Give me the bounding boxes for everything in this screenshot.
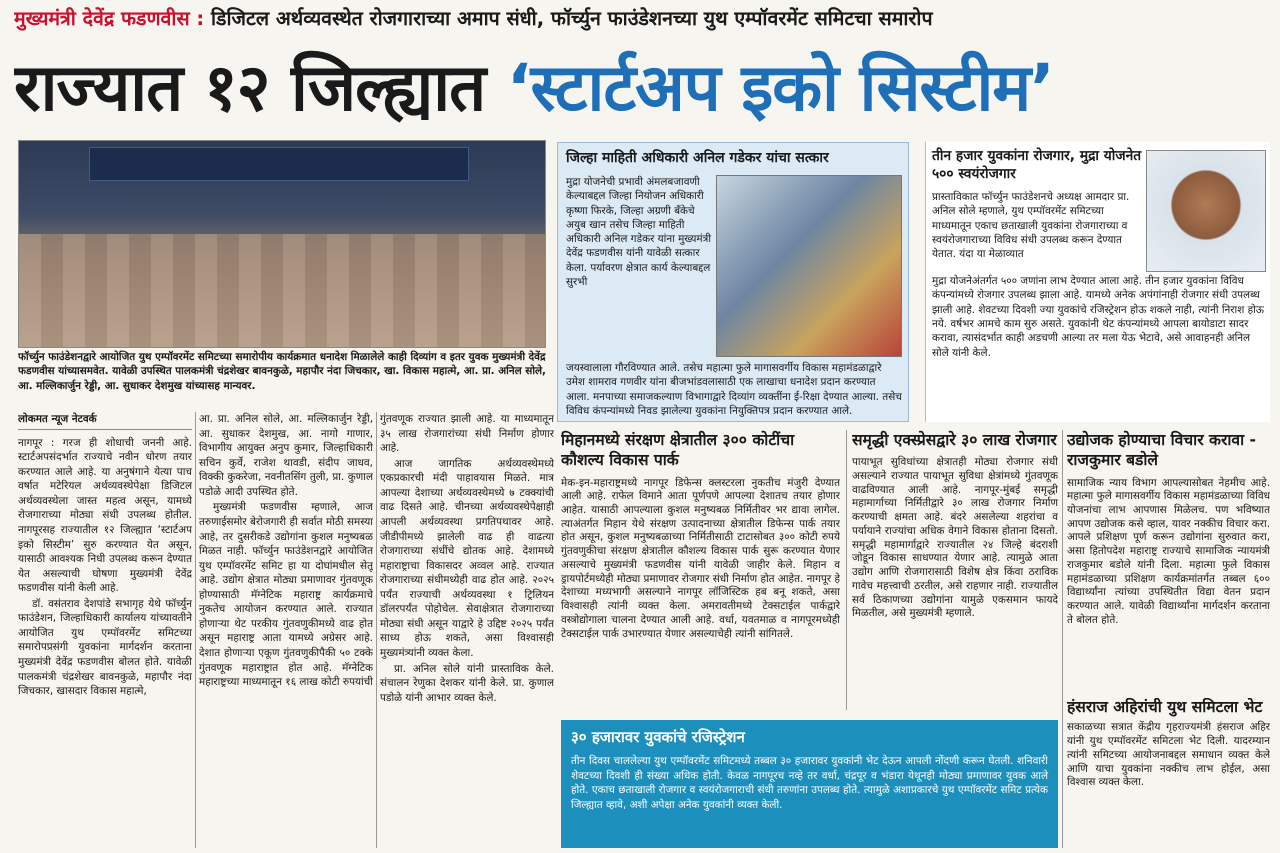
speaker-portrait bbox=[1146, 150, 1266, 272]
info-officer-text-cont: जयस्वालाला गौरविण्यात आले. तसेच महात्मा फुले मागासवर्गीय विकास महामंडळाद्वारे उमेश शामराव गणवीर यांना बीजभांडवलासाठी एक लाखाचा धनादेश प्रदान करण्यात आला. मनपाच्या समाजकल्याण विभागाद्वारे दिव्यांग व्यक्तींना ई-रिक्षा देण्यात आल्या. तसेच विविध कंपन्यांमध्ये निवड झालेल्या युवकांना नियुक्तिपत्र प्रदान करण्यात आले. bbox=[566, 362, 902, 418]
defence-park-title: मिहानमध्ये संरक्षण क्षेत्रातील ३०० कोटींचा कौशल्य विकास पार्क bbox=[561, 431, 795, 470]
youth-employment-box bbox=[925, 142, 1270, 422]
hansraj-article bbox=[1067, 698, 1270, 853]
body-column-2 bbox=[199, 412, 373, 853]
paragraph: आ. प्रा. अनिल सोले, आ. मल्लिकार्जुन रेड्डी, आ. सुधाकर देशमुख, आ. नागो गाणार, विभागीय आयुक्त अनुप कुमार, जिल्हाधिकारी सचिन कुर्वे, राजेश थावडी, संदीप जाधव, विक्की कुकरेजा, नवनीतसिंग तुली, प्रा. कुणाल पडोळे आदी उपस्थित होते. bbox=[199, 413, 373, 498]
kicker-red-prefix: मुख्यमंत्री देवेंद्र फडणवीस : bbox=[14, 7, 205, 30]
paragraph: नागपूर : गरज ही शोधाची जननी आहे. स्टार्टअपसंदर्भात राज्याचे नवीन धोरण तयार करण्यात आले आहे. या अनुषंगाने येत्या पाच वर्षात मटेरियल अर्थव्यवस्थेपेक्षा डिजिटल अर्थव्यवस्थेला जास्त महत्व असून, यामध्ये रोजगाराच्या मोठ्या संधी उपलब्ध होतील. नागपूरसह राज्यातील १२ जिल्ह्यात ‘स्टार्टअप इको सिस्टीम’ सुरु करण्यात येत असून, यासाठी आवश्यक निधी उपलब्ध करून देण्यात येत असल्याची घोषणा मुख्यमंत्री देवेंद्र फडणवीस यांनी केली आहे. bbox=[18, 436, 192, 595]
hansraj-title: हंसराज अहिरांची युथ समिटला भेट bbox=[1067, 698, 1263, 716]
expressway-article bbox=[852, 430, 1058, 718]
felicitation-photo bbox=[716, 175, 902, 357]
paragraph: मुख्यमंत्री फडणवीस म्हणाले, आज तरुणाईसमोर बेरोजगारी ही सर्वात मोठी समस्या आहे, तर दुसरीकडे उद्योगांना कुशल मनुष्यबळ मिळत नाही. फॉर्च्युन फाउंडेशनद्वारे आयोजित युथ एम्पॉवरमेंट समिट हा या दोघांमधील सेतू आहे. उद्योग क्षेत्रात मोठ्या प्रमाणावर गुंतवणूक होण्यासाठी मॅग्नेटिक महाराष्ट्र कार्यक्रमाचे नुकतेच आयोजन करण्यात आले. राज्यात होणाऱ्या थेट परकीय गुंतवणुकीमध्ये वाढ होत असून महाराष्ट्र आता यामध्ये अग्रेसर आहे. देशात होणाऱ्या एकूण गुंतवणुकीपैकी ५० टक्के गुंतवणूक महाराष्ट्रात होत आहे. मॅग्नेटिक महाराष्ट्रच्या माध्यमातून १६ लाख कोटी रुपयांची bbox=[199, 501, 373, 689]
stage-banner bbox=[89, 147, 469, 181]
info-officer-box bbox=[557, 142, 909, 422]
news-credit: लोकमत न्यूज नेटवर्क bbox=[18, 412, 192, 430]
entrepreneur-article bbox=[1067, 430, 1270, 698]
expressway-title: समृद्धी एक्स्प्रेसद्वारे ३० लाख रोजगार bbox=[852, 431, 1057, 449]
kicker-line bbox=[14, 6, 1270, 40]
body-column-3 bbox=[380, 412, 554, 853]
kicker-text: डिजिटल अर्थव्यवस्थेत रोजगाराच्या अमाप संधी, फॉर्च्युन फाउंडेशनच्या युथ एम्पॉवरमेंट समिटचा समारोप bbox=[204, 7, 933, 30]
defence-park-article bbox=[561, 430, 840, 718]
registration-title: ३० हजारावर युवकांचे रजिस्ट्रेशन bbox=[571, 728, 745, 746]
info-officer-title: जिल्हा माहिती अधिकारी अनिल गडेकर यांचा सत्कार bbox=[566, 150, 829, 166]
paragraph: डॉ. वसंतराव देशपांडे सभागृह येथे फॉर्च्युन फाउंडेशन, जिल्हाधिकारी कार्यालय यांच्यावतीने आयोजित युथ एम्पॉवरमेंट समिटच्या समारोपप्रसंगी युवकांना मार्गदर्शन करताना मुख्यमंत्री देवेंद्र फडणवीस बोलत होते. यावेळी पालकमंत्री चंद्रशेखर बावनकुळे, महापौर नंदा जिचकार, खासदार विकास महात्मे, bbox=[18, 597, 192, 698]
headline-black: राज्यात १२ जिल्ह्यात bbox=[14, 51, 507, 126]
main-headline bbox=[14, 44, 1270, 140]
paragraph: गुंतवणूक राज्यात झाली आहे. या माध्यमातून ३५ लाख रोजगारांच्या संधी निर्माण होणार आहे. bbox=[380, 413, 554, 455]
paragraph: प्रा. अनिल सोले यांनी प्रास्ताविक केले. संचालन रेणुका देशकर यांनी केले. प्रा. कुणाल पडोळे यांनी आभार व्यक्त केले. bbox=[380, 662, 554, 704]
registration-box bbox=[561, 720, 1058, 848]
defence-park-text: मेक-इन-महाराष्ट्रमध्ये नागपूर डिफेन्स क्लस्टरला नुकतीच मंजुरी देण्यात आली आहे. राफेल विमाने आता पूर्णपणे आपल्या देशातच तयार होणार आहेत. यासाठी आपल्याला कुशल मनुष्यबळ निर्मितीवर भर द्यावा लागेल. त्याअंतर्गत मिहान येथे संरक्षण उत्पादनाच्या क्षेत्रातील डिफेन्स पार्क तयार होत असून, कुशल मनुष्यबळाच्या निर्मितीसाठी टाटासोबत ३०० कोटी रुपये गुंतवणुकीचा संरक्षण क्षेत्रातील कौशल्य विकास पार्क सुरू करण्यात येणार असल्याचे मुख्यमंत्री फडणवीस यांनी यावेळी जाहीर केले. मिहान व ड्रायपोर्टमध्येही मोठ्या प्रमाणावर रोजगार संधी निर्माण होत आहेत. नागपूर हे देशाच्या मध्यभागी असल्याने नागपूर लॉजिस्टिक हब बनू शकते, असा विश्वासही त्यांनी व्यक्त केला. अमरावतीमध्ये टेक्सटाईल पार्कद्वारे वस्त्रोद्योगाला चालना देण्यात आली आहे. वर्धा, यवतमाळ व नागपूरमध्येही टेक्सटाईल पार्क उभारण्यात येणार असल्याचेही त्यांनी सांगितले. bbox=[561, 476, 840, 640]
entrepreneur-title: उद्योजक होण्याचा विचार करावा - राजकुमार बडोले bbox=[1067, 431, 1257, 470]
headline-blue: ‘स्टार्टअप इको सिस्टीम’ bbox=[506, 51, 1054, 126]
youth-employment-text-cont: मुद्रा योजनेअंतर्गत ५०० जणांना लाभ देण्यात आला आहे. तीन हजार युवकांना विविध कंपन्यांमध्ये रोजगार उपलब्ध झाला आहे. यामध्ये अनेक अपंगांनाही रोजगार संधी उपलब्ध झाली आहे. शेवटच्या दिवशी ज्या युवकांचे रजिस्ट्रेशन होऊ शकले नाही, त्यांनी निराश होऊ नये. वर्षभर आमचे काम सुरु असते. युवकांनी थेट कंपन्यांमध्ये आपला बायोडाटा सादर करावा, त्यासंदर्भात काही अडचणी आल्या तर मला येऊ भेटावे, असे आवाहनही अनिल सोले यांनी केले. bbox=[932, 275, 1264, 359]
youth-employment-text: प्रास्ताविकात फॉर्च्युन फाउंडेशनचे अध्यक्ष आमदार प्रा. अनिल सोले म्हणाले, युथ एम्पॉवरमेंट समिटच्या माध्यमातून एकाच छताखाली युवकांना रोजगाराच्या व स्वयंरोजगाराच्या विविध संधी उपलब्ध करून देण्यात येतात. यंदा या मेळाव्यात bbox=[932, 191, 1130, 260]
column-rule bbox=[195, 412, 196, 848]
column-rule bbox=[1062, 430, 1063, 848]
photo-crowd bbox=[19, 234, 545, 347]
registration-text: तीन दिवस चाललेल्या युथ एम्पॉवरमेंट समिटमध्ये तब्बल ३० हजारावर युवकांनी भेट देऊन आपली नोंदणी करून घेतली. शनिवारी शेवटच्या दिवशी ही संख्या अधिक होती. केवळ नागपूरच नव्हे तर वर्धा, चंद्रपूर व भंडारा येथूनही मोठ्या प्रमाणावर युवक आले होते. एकाच छताखाली रोजगार व स्वयंरोजगाराची संधी तरुणांना उपलब्ध होते. त्यामुळे अशाप्रकारचे युथ एम्पॉवरमेंट समिट प्रत्येक जिल्ह्यात व्हावे, अशी अपेक्षा अनेक युवकांनी व्यक्त केली. bbox=[571, 754, 1048, 812]
column-rule bbox=[376, 412, 377, 848]
photo-caption: फॉर्च्युन फाउंडेशनद्वारे आयोजित युथ एम्पॉवरमेंट समिटच्या समारोपीय कार्यक्रमात धनादेश मिळालेले काही दिव्यांग व इतर युवक मुख्यमंत्री देवेंद्र फडणवीस यांच्यासमवेत. यावेळी उपस्थित पालकमंत्री चंद्रशेखर बावनकुळे, महापौर नंदा जिचकार, खा. विकास महात्मे, आ. प्रा. अनिल सोले, आ. मल्लिकार्जुन रेड्डी, आ. सुधाकर देशमुख यांच्यासह मान्यवर. bbox=[18, 351, 546, 392]
expressway-text: पायाभूत सुविधांच्या क्षेत्रातही मोठ्या रोजगार संधी असल्याने राज्यात पायाभूत सुविधा क्षेत्रांमध्ये गुंतवणूक वाढविण्यात आली आहे. नागपूर-मुंबई समृद्धी महामार्गाच्या निर्मितीद्वारे ३० लाख रोजगार निर्माण करण्याची क्षमता आहे. बंदरे असलेल्या शहरांचा व पर्यायाने राज्यांचा अधिक वेगाने विकास होताना दिसतो. समृद्धी महामार्गाद्वारे राज्यातील २४ जिल्हे बंदराशी जोडून विकास साधण्यात येणार आहे. त्यामुळे आता उद्योग आणि रोजगारासाठी विशेष क्षेत्र किंवा ठराविक गावेच महत्त्वाची ठरतील, असे राहणार नाही. राज्यातील सर्व ठिकाणच्या उद्योगांना यामुळे एकसमान फायदे मिळतील, असे मुख्यमंत्री म्हणाले. bbox=[852, 456, 1058, 620]
body-column-1 bbox=[18, 412, 192, 853]
paragraph: आज जागतिक अर्थव्यवस्थेमध्ये एकप्रकारची मंदी पाहावयास मिळते. मात्र आपल्या देशाच्या अर्थव्यवस्थेमध्ये ७ टक्क्यांची वाढ दिसते आहे. चीनच्या अर्थव्यवस्थेपेक्षाही आपली अर्थव्यवस्था प्रगतिपथावर आहे. जीडीपीमध्ये झालेली वाढ ही वाढत्या रोजगाराच्या संधींचे द्योतक आहे. देशामध्ये महाराष्ट्राचा विकासदर अव्वल आहे. राज्यात रोजगाराच्या संधीमध्येही वाढ होत आहे. २०२५ पर्यंत राज्याची अर्थव्यवस्था १ ट्रिलियन डॉलरपर्यंत पोहोचेल. सेवाक्षेत्रात रोजगाराच्या मोठ्या संधी असून याद्वारे हे उद्दिष्ट २०२५ पर्यंत साध्य होऊ शकते, असा विश्वासही मुख्यमंत्र्यांनी व्यक्त केला. bbox=[380, 457, 554, 659]
hansraj-text: सकाळच्या सत्रात केंद्रीय गृहराज्यमंत्री हंसराज अहिर यांनी युथ एम्पॉवरमेंट समिटला भेट दिली. यादरम्यान त्यांनी समिटच्या आयोजनाबद्दल समाधान व्यक्त केले आणि याचा युवकांना नक्कीच लाभ होईल, असा विश्वास व्यक्त केला. bbox=[1067, 721, 1270, 789]
entrepreneur-text: सामाजिक न्याय विभाग आपल्यासोबत नेहमीच आहे. महात्मा फुले मागासवर्गीय विकास महामंडळाच्या विविध योजनांचा लाभ आपणास मिळेलच. पण भविष्यात आपण उद्योजक कसे व्हाल, यावर नक्कीच विचार करा. आपले प्रशिक्षण पूर्ण करून उद्योगांना सुरुवात करा, असा हितोपदेश महाराष्ट्र राज्याचे सामाजिक न्यायमंत्री राजकुमार बडोले यांनी दिला. महात्मा फुले विकास महामंडळाच्या प्रशिक्षण कार्यक्रमांतर्गत तब्बल ६०० विद्यार्थ्यांना त्यांच्या उपस्थितीत विद्या वेतन प्रदान करण्यात आले. यावेळी विद्यार्थ्यांना मार्गदर्शन करताना ते बोलत होते. bbox=[1067, 476, 1270, 626]
main-group-photo bbox=[18, 140, 546, 348]
youth-employment-title: तीन हजार युवकांना रोजगार, मुद्रा योजनेत ५०० स्वयंरोजगार bbox=[932, 148, 1142, 182]
column-rule bbox=[846, 430, 847, 710]
info-officer-text: मुद्रा योजनेची प्रभावी अंमलबजावणी केल्याबद्दल जिल्हा नियोजन अधिकारी कृष्णा फिरके, जिल्हा अग्रणी बँकेचे अयुब खान तसेच जिल्हा माहिती अधिकारी अनिल गडेकर यांना मुख्यमंत्री देवेंद्र फडणवीस यांनी यावेळी सत्कार केला. पर्यावरण क्षेत्रात कार्य केल्याबद्दल सुरभी bbox=[566, 176, 712, 288]
